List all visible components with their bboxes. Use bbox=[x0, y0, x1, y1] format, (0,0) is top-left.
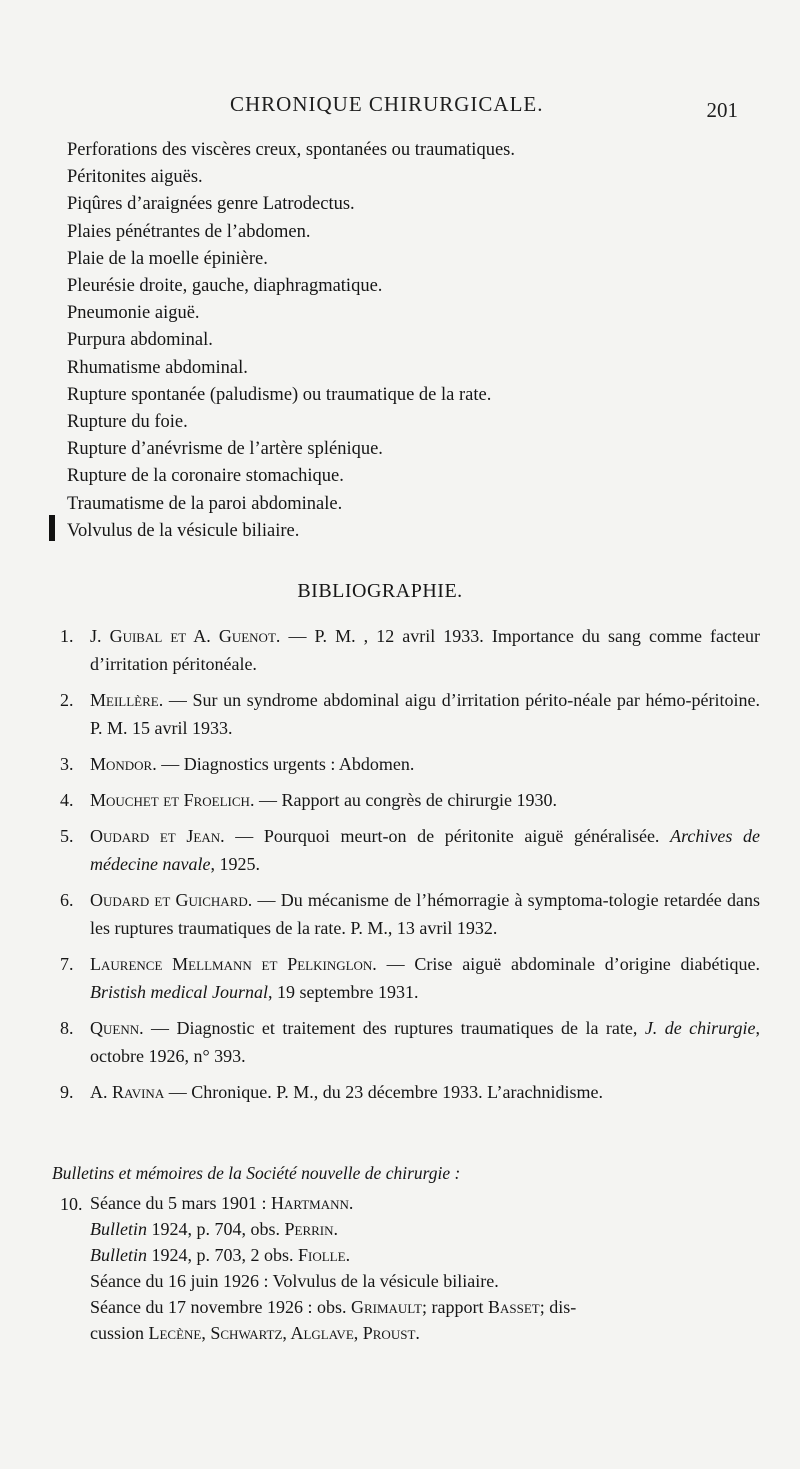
bulletin-line-6 bbox=[60, 1320, 760, 1346]
bibliography-list bbox=[60, 622, 760, 1114]
reference-number: 2. bbox=[60, 690, 74, 710]
reference-number: 10. bbox=[60, 1194, 83, 1214]
reference-tail: , 19 septembre 1931. bbox=[268, 982, 419, 1002]
cause-item: Traumatisme de la paroi abdominale. bbox=[67, 493, 343, 514]
reference-text: — Diagnostics urgents : Abdomen. bbox=[156, 754, 415, 774]
reference-9 bbox=[60, 1078, 760, 1106]
bulletin-text: cussion bbox=[90, 1323, 149, 1343]
reference-8 bbox=[60, 1014, 760, 1070]
cause-item: Rupture de la coronaire stomachique. bbox=[67, 466, 344, 487]
cause-item: Perforations des viscères creux, spontanées ou traumatiques. bbox=[67, 140, 515, 160]
page-header bbox=[0, 92, 800, 124]
cause-item: Rhumatisme abdominal. bbox=[67, 357, 248, 378]
reference-journal: Bristish medical Journal bbox=[90, 982, 268, 1002]
reference-number: 7. bbox=[60, 954, 74, 974]
cause-item: Rupture d’anévrisme de l’artère splénique. bbox=[67, 439, 383, 460]
reference-authors: Mouchet et Froelich. bbox=[90, 790, 255, 810]
cause-item: Péritonites aiguës. bbox=[67, 167, 203, 188]
bulletin-text: ; dis- bbox=[539, 1297, 577, 1317]
reference-text: — Chronique. P. M., du 23 décembre 1933. L’arachnidisme. bbox=[164, 1082, 603, 1102]
cause-item: Pleurésie droite, gauche, diaphragmatique. bbox=[67, 276, 383, 297]
cause-item: Rupture du foie. bbox=[67, 412, 188, 433]
reference-authors: Oudard et Jean. bbox=[90, 826, 225, 846]
cause-item: Volvulus de la vésicule biliaire. bbox=[67, 520, 300, 541]
bulletin-name: Fiolle. bbox=[298, 1245, 351, 1265]
margin-mark bbox=[49, 515, 55, 541]
reference-authors: Oudard et Guichard. bbox=[90, 890, 253, 910]
reference-2 bbox=[60, 686, 760, 742]
bibliography-title: BIBLIOGRAPHIE. bbox=[297, 580, 463, 602]
reference-text: — P. M. , 12 avril 1933. Importance du sang comme facteur d’irritation péritonéale. bbox=[90, 626, 760, 674]
reference-text: — Crise aiguë abdominale d’origine diabétique. bbox=[376, 954, 760, 974]
cause-item: Piqûres d’araignées genre Latrodectus. bbox=[67, 194, 355, 215]
reference-text: — Du mécanisme de l’hémorragie à symptoma-tologie retardée dans les ruptures traumatiques de la rate. P. M., 13 avril 1932. bbox=[90, 890, 761, 938]
reference-authors: Meillère. bbox=[90, 690, 164, 710]
reference-tail: , octobre 1926, n° 393. bbox=[90, 1018, 760, 1066]
reference-number: 5. bbox=[60, 826, 74, 846]
bulletin-line-3 bbox=[60, 1242, 760, 1268]
bulletin-line-4: Séance du 16 juin 1926 : Volvulus de la vésicule biliaire. bbox=[90, 1271, 499, 1291]
bulletin-name: Grimault bbox=[350, 1297, 422, 1317]
cause-item: Plaie de la moelle épinière. bbox=[67, 248, 268, 269]
reference-text: — Pourquoi meurt-on de péritonite aiguë généralisée. bbox=[224, 826, 671, 846]
bulletin-name: Perrin. bbox=[284, 1219, 339, 1239]
reference-6 bbox=[60, 886, 760, 942]
bulletins-heading: Bulletins et mémoires de la Société nouvelle de chirurgie : bbox=[52, 1163, 461, 1183]
bulletin-journal: Bulletin bbox=[90, 1219, 147, 1239]
bulletin-text: 1924, p. 704, obs. bbox=[147, 1219, 285, 1239]
bulletin-entry bbox=[60, 1190, 760, 1216]
reference-number: 3. bbox=[60, 754, 74, 774]
reference-7 bbox=[60, 950, 760, 1006]
bulletin-text: Séance du 17 novembre 1926 : obs. bbox=[90, 1297, 351, 1317]
reference-3 bbox=[60, 750, 760, 778]
reference-authors: A. Ravina bbox=[90, 1082, 165, 1102]
cause-item: Plaies pénétrantes de l’abdomen. bbox=[67, 221, 311, 242]
reference-text: — Sur un syndrome abdominal aigu d’irritation périto-néale par hémo-péritoine. P. M. 15 avril 1933. bbox=[90, 690, 760, 738]
reference-journal: Archives de médecine navale bbox=[90, 826, 761, 874]
reference-authors: Quenn. bbox=[90, 1018, 144, 1038]
reference-text: — Rapport au congrès de chirurgie 1930. bbox=[254, 790, 558, 810]
cause-item: Rupture spontanée (paludisme) ou traumatique de la rate. bbox=[67, 384, 492, 405]
reference-number: 9. bbox=[60, 1082, 74, 1102]
reference-number: 4. bbox=[60, 790, 74, 810]
bulletin-journal: Bulletin bbox=[90, 1245, 147, 1265]
reference-authors: Laurence Mellmann et Pelkinglon. bbox=[90, 954, 377, 974]
bulletin-text: ; rapport bbox=[421, 1297, 488, 1317]
reference-4 bbox=[60, 786, 760, 814]
reference-5 bbox=[60, 822, 760, 878]
bulletin-names: Lecène, Schwartz, Alglave, Proust. bbox=[148, 1323, 420, 1343]
reference-number: 6. bbox=[60, 890, 74, 910]
page-number: 201 bbox=[706, 98, 738, 122]
reference-authors: Mondor. bbox=[90, 754, 157, 774]
reference-tail: , 1925. bbox=[210, 854, 260, 874]
bulletin-name: Basset bbox=[487, 1297, 540, 1317]
reference-number: 8. bbox=[60, 1018, 74, 1038]
reference-1 bbox=[60, 622, 760, 678]
reference-text: — Diagnostic et traitement des ruptures traumatiques de la rate, bbox=[143, 1018, 645, 1038]
cause-list bbox=[67, 137, 767, 545]
cause-item: Purpura abdominal. bbox=[67, 330, 213, 351]
bulletin-text: 1924, p. 703, 2 obs. bbox=[147, 1245, 299, 1265]
bulletin-line-1-text: Séance du 5 mars 1901 : bbox=[90, 1193, 271, 1213]
reference-number: 1. bbox=[60, 626, 74, 646]
running-title: CHRONIQUE CHIRURGICALE. bbox=[230, 92, 544, 116]
cause-item: Pneumonie aiguë. bbox=[67, 303, 200, 324]
bulletin-line-1-name: Hartmann. bbox=[270, 1193, 354, 1213]
bulletin-reference-10 bbox=[60, 1190, 760, 1346]
bulletin-line-2 bbox=[60, 1216, 760, 1242]
reference-journal: J. de chirurgie bbox=[644, 1018, 756, 1038]
bulletin-line-5 bbox=[60, 1294, 760, 1320]
reference-authors: J. Guibal et A. Guenot. bbox=[90, 626, 281, 646]
